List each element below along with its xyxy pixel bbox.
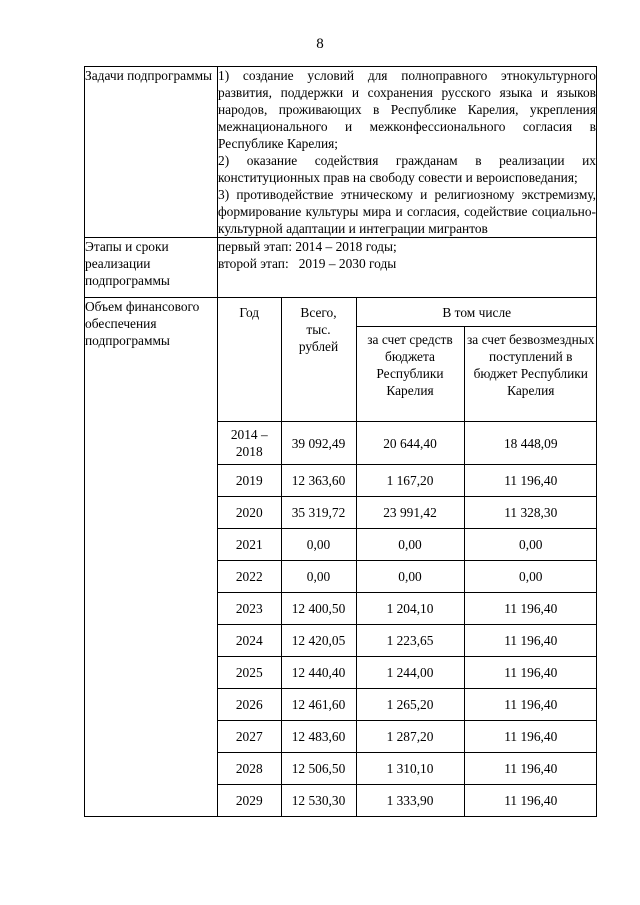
subprogram-passport-table [84,66,597,817]
cell-total: 35 319,72 [281,497,356,529]
financing-row [85,298,597,817]
cell-total: 0,00 [281,529,356,561]
cell-total: 12 461,60 [281,689,356,721]
cell-budget: 1 204,10 [356,593,464,625]
cell-year: 2019 [218,465,281,497]
cell-budget: 1 223,65 [356,625,464,657]
tasks-row [85,67,597,238]
financing-label: Объем финансового обеспечения подпрограммы [85,298,218,817]
cell-grants: 11 328,30 [464,497,597,529]
cell-budget: 1 310,10 [356,753,464,785]
header-year: Год [218,298,281,422]
cell-total: 12 420,05 [281,625,356,657]
financing-data-row [218,625,597,657]
cell-year: 2024 [218,625,281,657]
stages-label: Этапы и сроки реализации подпрограммы [85,238,218,298]
financing-data-row [218,721,597,753]
financing-data-row [218,753,597,785]
cell-year: 2029 [218,785,281,817]
tasks-label: Задачи подпрограммы [85,67,218,238]
cell-budget: 0,00 [356,561,464,593]
cell-budget: 20 644,40 [356,422,464,465]
cell-grants: 0,00 [464,529,597,561]
financing-table [218,298,597,816]
financing-data-row [218,593,597,625]
stage-item-1: первый этап: 2014 – 2018 годы; [218,239,397,254]
task-item-1: 1) создание условий для полноправного этнокультурного развития, поддержки и сохранения русского языка и языков народов, проживающих в Республике Карелия, укрепления межнационального и межконфессионального согласия в Республике Карелия; [218,68,596,151]
stages-row [85,238,597,298]
cell-total: 0,00 [281,561,356,593]
financing-data-row [218,497,597,529]
header-total: Всего, тыс. рублей [281,298,356,422]
cell-budget: 1 287,20 [356,721,464,753]
cell-grants: 11 196,40 [464,721,597,753]
cell-grants: 11 196,40 [464,785,597,817]
cell-year: 2014 – 2018 [218,422,281,465]
cell-year: 2023 [218,593,281,625]
stages-content [218,238,597,298]
stage-item-2: второй этап: 2019 – 2030 годы [218,256,397,271]
cell-year: 2027 [218,721,281,753]
cell-grants: 11 196,40 [464,593,597,625]
cell-year: 2021 [218,529,281,561]
financing-data-row [218,561,597,593]
financing-data-row [218,657,597,689]
cell-grants: 11 196,40 [464,689,597,721]
cell-year: 2025 [218,657,281,689]
task-item-2: 2) оказание содействия гражданам в реализации их конституционных прав на свободу совести и вероисповедания; [218,153,596,185]
header-including: В том числе [356,298,597,327]
financing-data-row [218,465,597,497]
cell-grants: 11 196,40 [464,753,597,785]
cell-total: 39 092,49 [281,422,356,465]
financing-header-row-1 [218,298,597,327]
cell-total: 12 440,40 [281,657,356,689]
cell-budget: 1 167,20 [356,465,464,497]
cell-total: 12 530,30 [281,785,356,817]
page-number: 8 [316,36,324,52]
cell-year: 2026 [218,689,281,721]
financing-data-row [218,689,597,721]
financing-data-row [218,785,597,817]
cell-total: 12 400,50 [281,593,356,625]
header-budget: за счет средств бюджета Республики Карелия [356,327,464,422]
cell-grants: 11 196,40 [464,625,597,657]
cell-budget: 0,00 [356,529,464,561]
cell-budget: 1 244,00 [356,657,464,689]
cell-grants: 0,00 [464,561,597,593]
cell-year: 2020 [218,497,281,529]
cell-grants: 18 448,09 [464,422,597,465]
tasks-content [218,67,597,238]
header-grants: за счет безвозмездных поступлений в бюджет Республики Карелия [464,327,597,422]
task-item-3: 3) противодействие этническому и религиозному экстремизму, формирование культуры мира и согласия, содействие социально-культурной адаптации и интеграции мигрантов [218,187,596,236]
cell-grants: 11 196,40 [464,465,597,497]
financing-data-row [218,529,597,561]
financing-data-row [218,422,597,465]
cell-total: 12 363,60 [281,465,356,497]
cell-total: 12 483,60 [281,721,356,753]
cell-budget: 23 991,42 [356,497,464,529]
cell-year: 2022 [218,561,281,593]
cell-grants: 11 196,40 [464,657,597,689]
financing-content [218,298,597,817]
cell-budget: 1 265,20 [356,689,464,721]
cell-budget: 1 333,90 [356,785,464,817]
cell-total: 12 506,50 [281,753,356,785]
cell-year: 2028 [218,753,281,785]
